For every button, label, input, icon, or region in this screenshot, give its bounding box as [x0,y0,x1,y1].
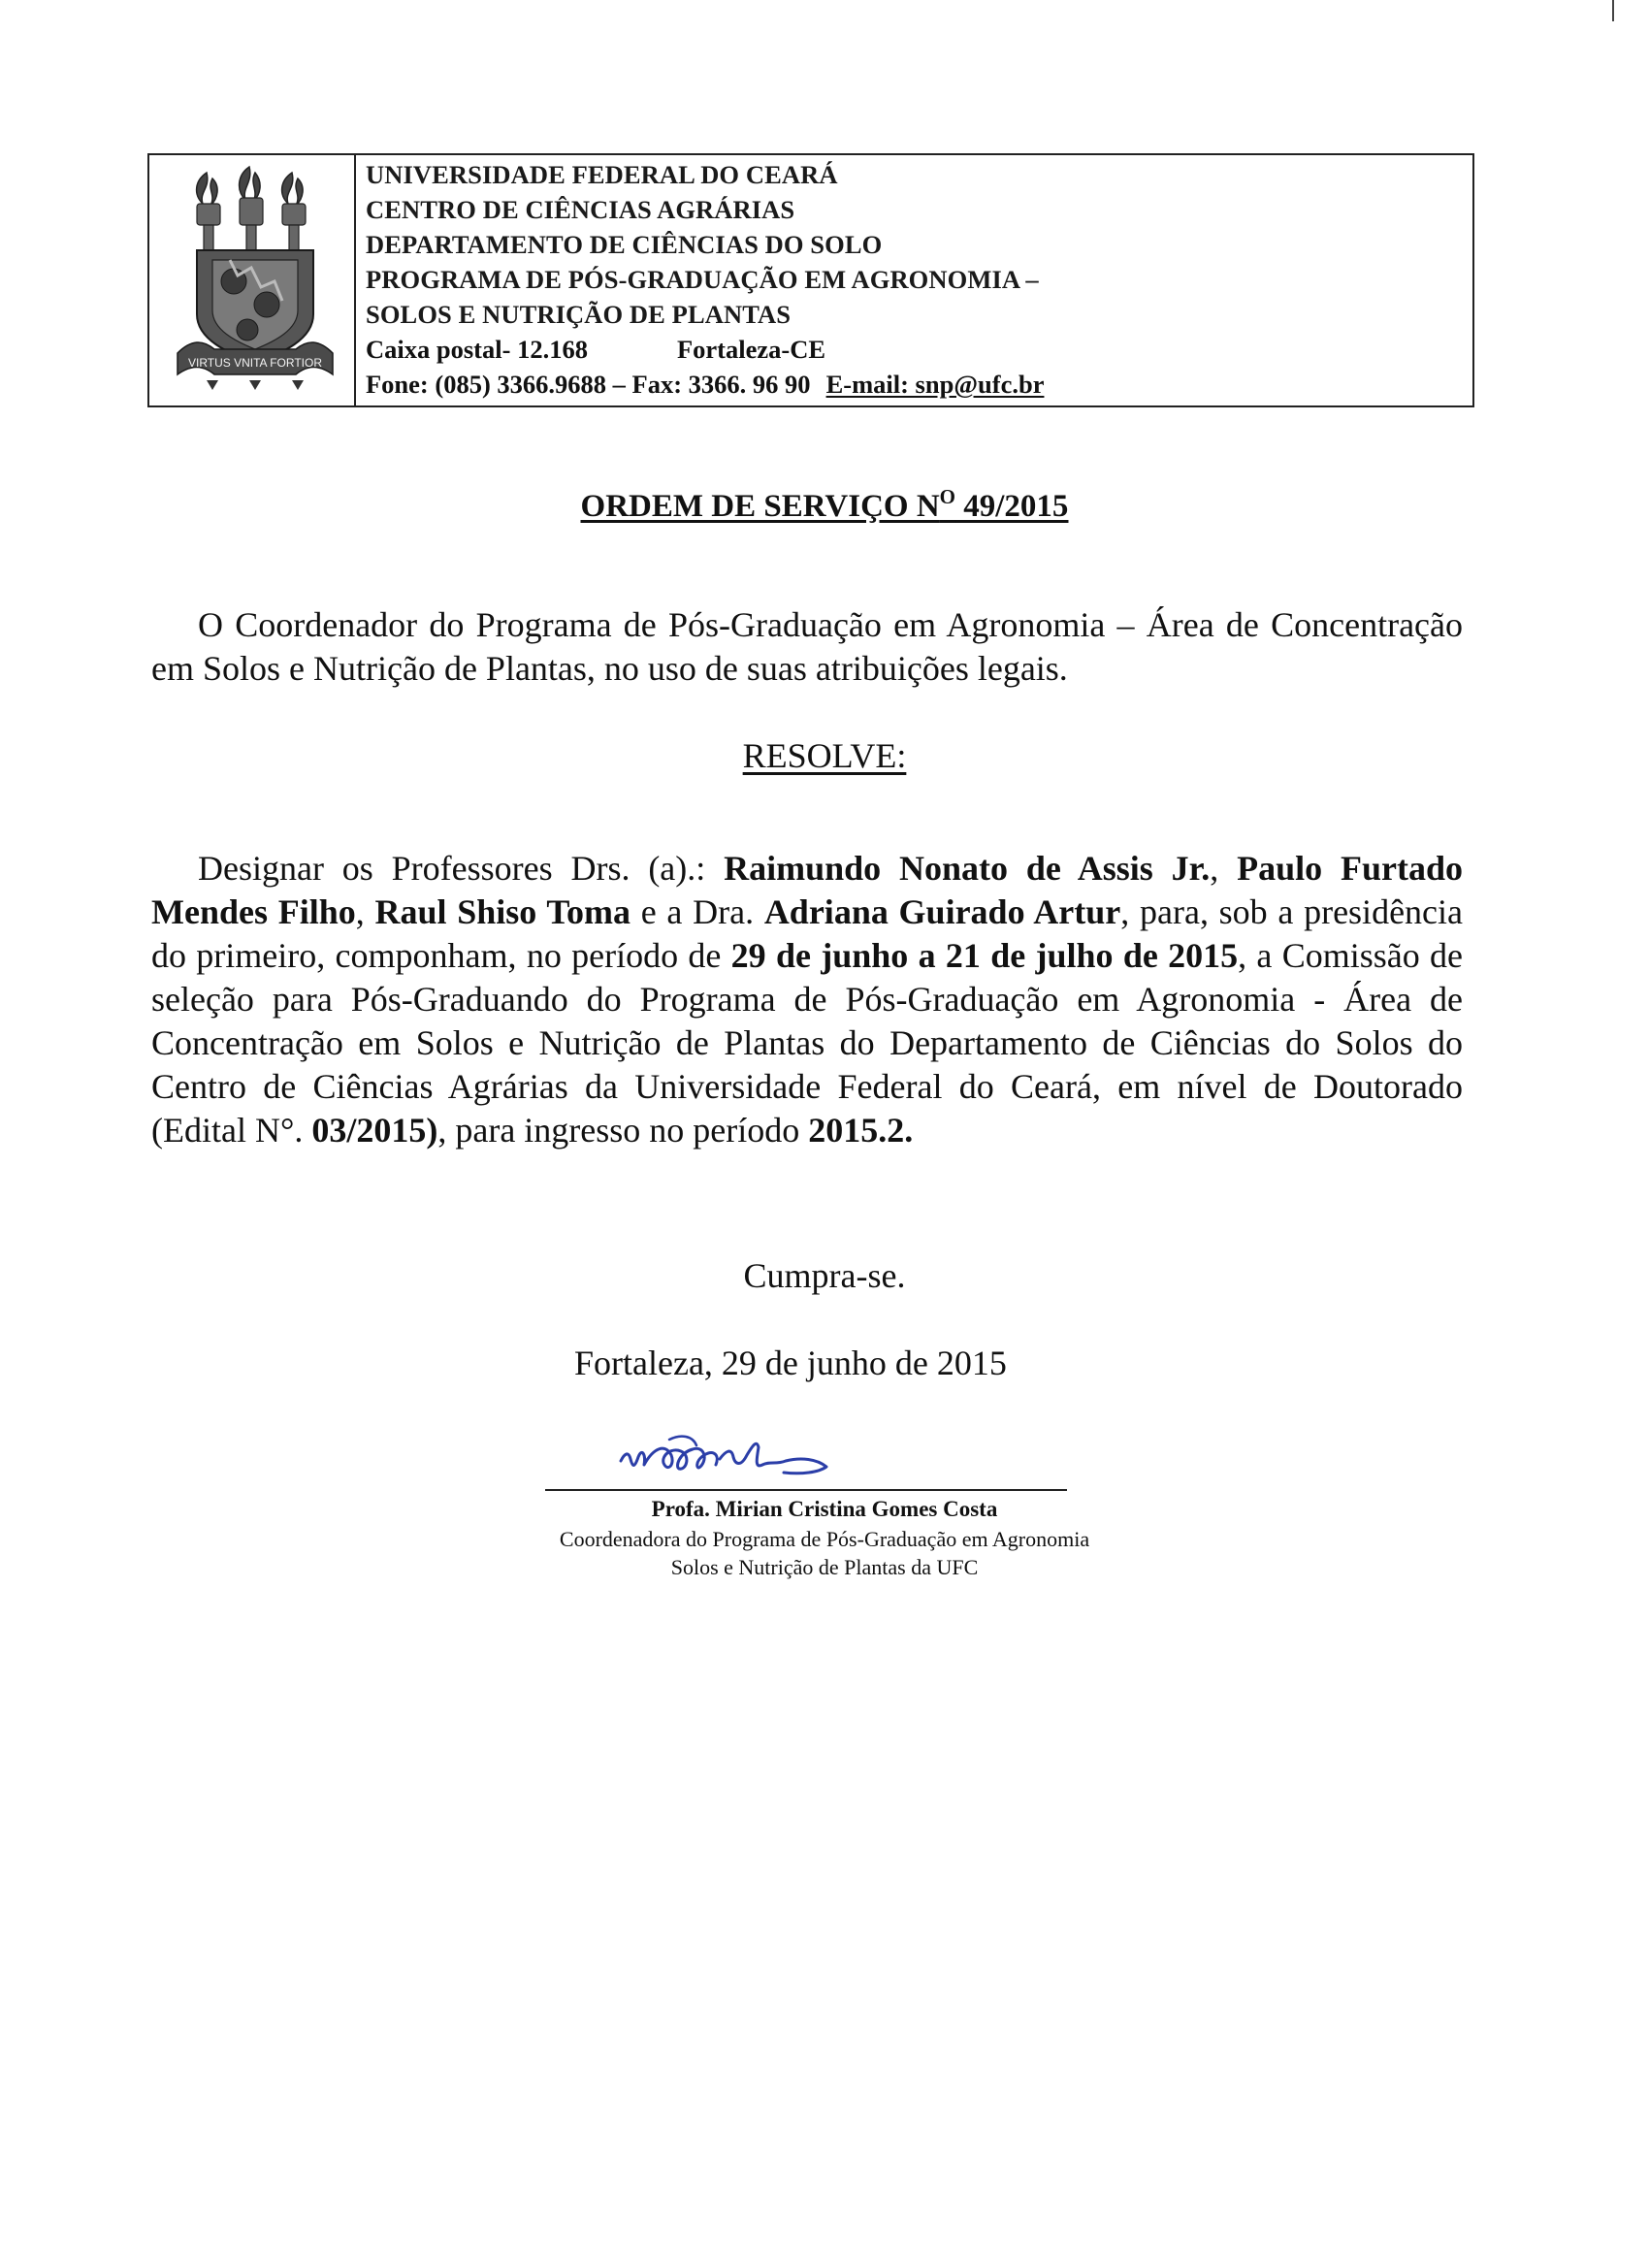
resolution-text-1: Designar os Professores Drs. (a).: [198,849,725,888]
institution-block [356,155,1044,405]
signatory-role-line2: Solos e Nutrição de Plantas da UFC [670,1555,979,1579]
postal-line [366,332,1044,367]
admission-semester: 2015.2. [808,1111,914,1150]
place-date: Fortaleza, 29 de junho de 2015 [574,1344,1007,1382]
contact-line [366,367,1044,402]
postal-box: Caixa postal- 12.168 [366,335,588,364]
resolve-heading [0,734,1649,778]
signatory-block [0,1494,1649,1581]
university-name: UNIVERSIDADE FEDERAL DO CEARÁ [366,160,838,189]
resolution-text-4: e a Dra. [630,892,764,931]
resolution-text-5: , para, sob a presidência do primeiro, componham, no período de [151,892,1464,975]
city: Fortaleza-CE [676,335,826,364]
resolution-text-7: , para ingresso no período [437,1111,809,1150]
commission-period: 29 de junho a 21 de julho de 2015 [730,936,1239,975]
letterhead [147,153,1474,407]
signatory-role-line1: Coordenadora do Programa de Pós-Graduação em Agronomia [559,1527,1090,1551]
signatory-name: Profa. Mirian Cristina Gomes Costa [651,1497,998,1521]
title-number: 49/2015 [955,489,1069,524]
professor-name-4: Adriana Guirado Artur [763,892,1121,931]
professor-name-2: Paulo Furtado Mendes Filho [151,849,1464,931]
resolution-text-3: , [355,892,375,931]
resolution-paragraph [151,847,1463,1152]
resolution-text-2: , [1210,849,1238,888]
professor-name-1: Raimundo Nonato de Assis Jr. [724,849,1211,888]
crest-motto: VIRTUS VNITA FORTIOR [187,356,323,370]
signature-line [545,1489,1067,1491]
title-prefix: ORDEM DE SERVIÇO N [580,489,940,524]
program-name-line2: SOLOS E NUTRIÇÃO DE PLANTAS [366,300,792,329]
intro-paragraph: O Coordenador do Programa de Pós-Graduação em Agronomia – Área de Concentração em Solos e Nutrição de Plantas, no uso de suas atribuições legais. [151,605,1463,688]
crest-emblem-icon [174,159,337,404]
email-link[interactable]: E-mail: snp@ufc.br [825,370,1045,399]
phone-fax: Fone: (085) 3366.9688 – Fax: 3366. 96 90 [366,370,811,399]
closing-text: Cumpra-se. [743,1256,906,1295]
center-name: CENTRO DE CIÊNCIAS AGRÁRIAS [366,195,795,224]
professor-name-3: Raul Shiso Toma [374,892,631,931]
department-name: DEPARTAMENTO DE CIÊNCIAS DO SOLO [366,230,883,259]
edital-number: 03/2015) [311,1111,438,1150]
handwritten-signature [611,1426,844,1504]
document-title [0,487,1649,526]
ufc-crest [149,155,356,405]
title-superscript: O [939,485,956,508]
resolve-heading-text: RESOLVE: [742,736,907,775]
resolution-text-6: , a Comissão de seleção para Pós-Graduando do Programa de Pós-Graduação em Agronomia - Área de Concentração em Solos e Nutrição de Plantas do Departamento de Ciências do Solos do Centro de Ciências Agrárias da Universidade Federal do Ceará, em nível de Doutorado (Edital N°. [151,936,1463,1150]
scan-edge-mark [1612,0,1614,21]
program-name-line1: PROGRAMA DE PÓS-GRADUAÇÃO EM AGRONOMIA – [366,265,1039,294]
